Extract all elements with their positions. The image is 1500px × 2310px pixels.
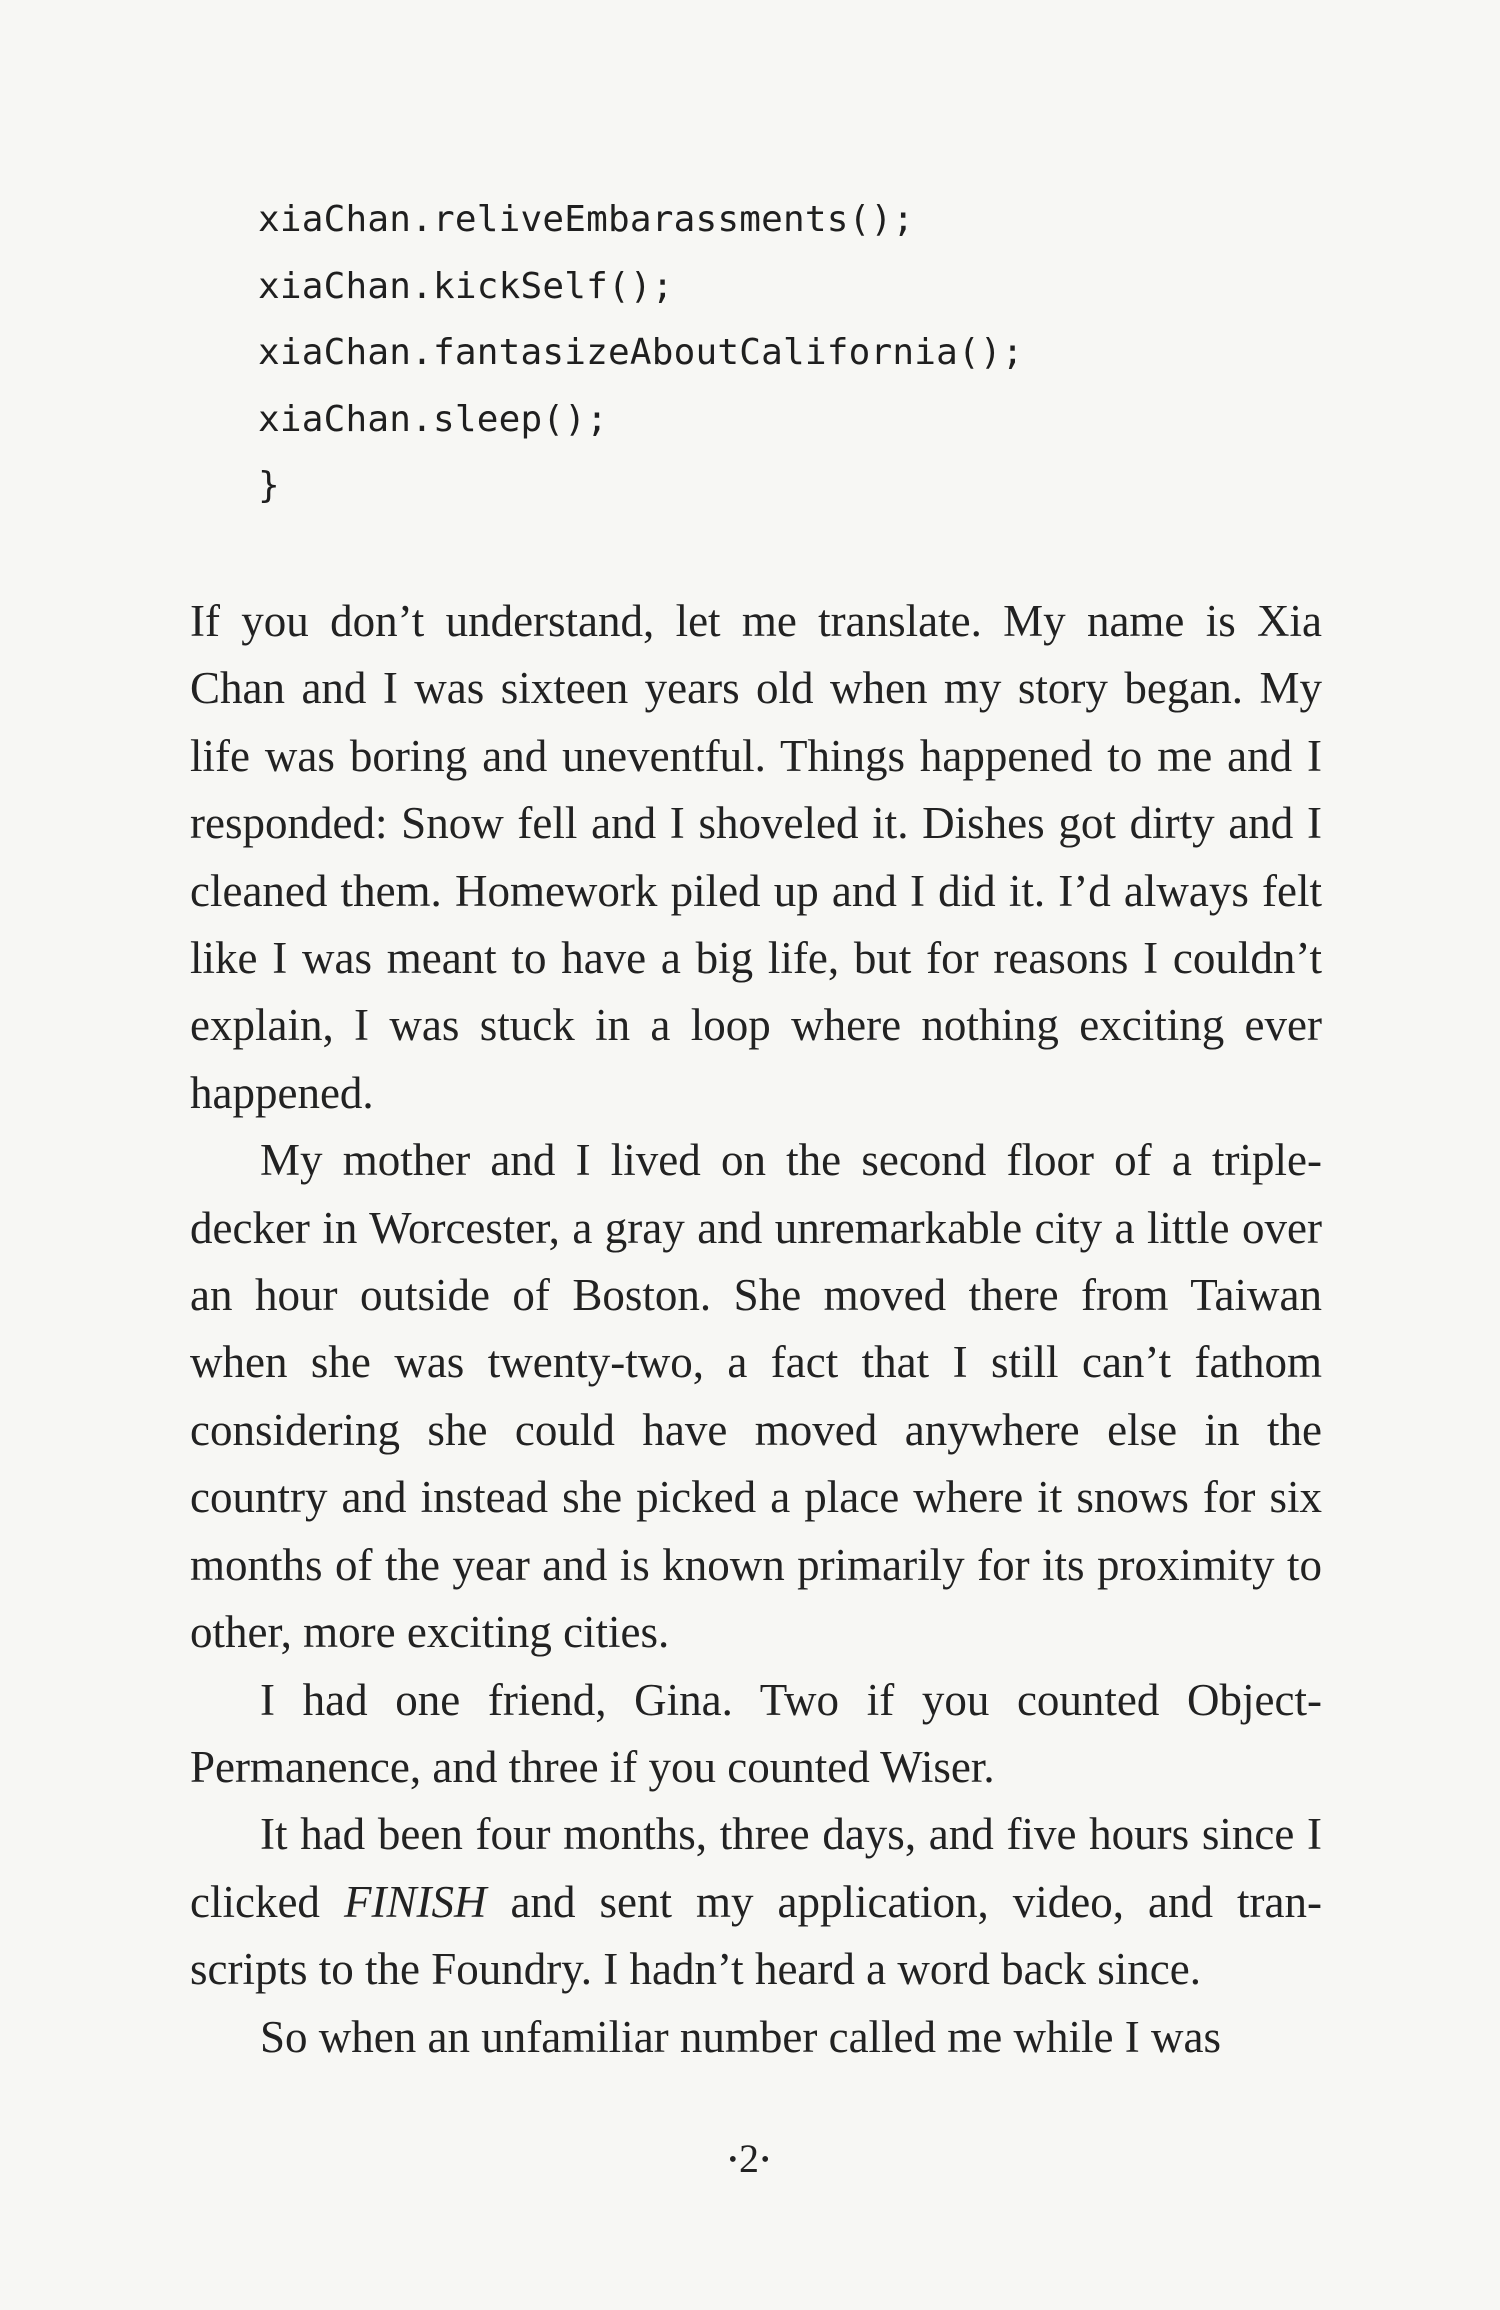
code-line: xiaChan.sleep(); <box>258 398 608 440</box>
code-line: xiaChan.fantasizeAboutCalifornia(); <box>258 332 1024 373</box>
paragraph-text: It had been four months, three days, and five hours since I clicked <box>190 1809 1322 1927</box>
code-line: xiaChan.reliveEmbarassments(); <box>258 199 915 240</box>
body-text <box>190 588 1322 2071</box>
bullet-icon: • <box>728 2147 739 2174</box>
page-number <box>0 2135 1500 2182</box>
code-line: xiaChan.kickSelf(); <box>258 265 674 307</box>
bullet-icon: • <box>761 2147 772 2174</box>
emphasized-word: FINISH <box>343 1876 487 1927</box>
paragraph: I had one friend, Gina. Two if you counted ObjectPermanence, and three if you counted Wiser. <box>190 1674 1322 1792</box>
paragraph-text: and sent my application, video, and transcripts to the Foundry. I hadn’t heard a word back since. <box>190 1876 1322 1995</box>
code-snippet <box>258 187 1258 520</box>
code-closing-brace: } <box>258 465 280 506</box>
paragraph: So when an unfamiliar number called me while I was <box>260 2011 1221 2062</box>
paragraph: My mother and I lived on the second floor of a triple-decker in Worcester, a gray and unremarkable city a little over an hour outside of Boston. She moved there from Taiwan when she was twenty-two, a fact that I still can’t fathom considering she could have moved anywhere else in the country and instead she picked a place where it snows for six months of the year and is known primarily for its proximity to other, more exciting cities. <box>190 1135 1322 1658</box>
paragraph: If you don’t understand, let me translate. My name is Xia Chan and I was sixteen years old when my story began. My life was boring and uneventful. Things happened to me and I responded: Snow fell and I shoveled it. Dishes got dirty and I cleaned them. Homework piled up and I did it. I’d always felt like I was meant to have a big life, but for reasons I couldn’t explain, I was stuck in a loop where nothing exciting ever happened. <box>190 596 1322 1118</box>
page-number-value: 2 <box>739 2136 761 2181</box>
paragraph <box>190 1801 1322 2003</box>
